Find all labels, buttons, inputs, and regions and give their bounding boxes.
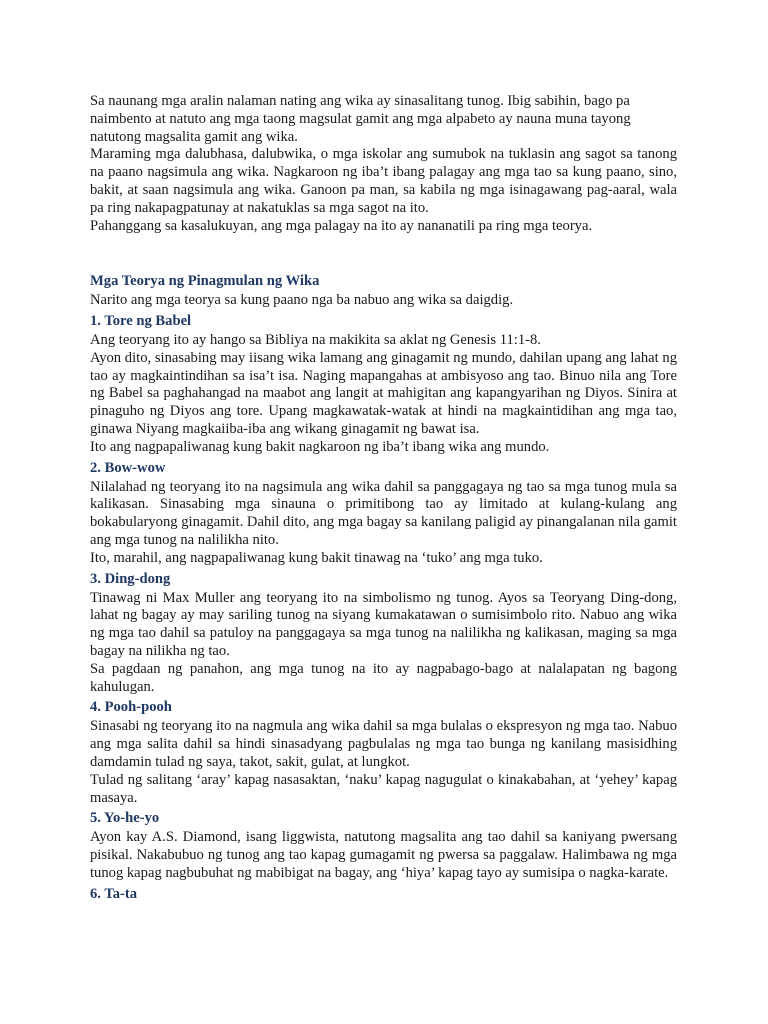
document-page	[90, 93, 677, 905]
intro-paragraph-2: Maraming mga dalubhasa, dalubwika, o mga iskolar ang sumubok na tuklasin ang sagot sa tanong na paano nagsimula ang wika. Nagkaroon ng iba’t ibang palagay ang mga tao sa kung paano, sino, bakit, at saan nagsimula ang wika. Ganoon pa man, sa kabila ng mga isinagawang pag-aaral, wala pa ring nakapagpatunay at nakatuklas sa mga sagot na ito.	[90, 146, 677, 216]
theory-ding-dong	[90, 570, 677, 697]
theory-heading: 6. Ta-ta	[90, 885, 138, 902]
theory-paragraph: Nilalahad ng teoryang ito na nagsimula ang wika dahil sa panggagaya ng tao sa mga tunog mula sa kalikasan. Sinasabing mga sinauna o primitibong tao ay limitado at kulang-kulang ang bokabularyong ginagamit. Dahil dito, ang mga bagay sa kanilang paligid ay pinangalanan nila gamit ang mga tunog na nalilikha nito.	[90, 478, 677, 548]
theory-heading: 3. Ding-dong	[90, 570, 171, 587]
theory-paragraph: Sa pagdaan ng panahon, ang mga tunog na ito ay nagpabago-bago at nalalapatan ng bagong kahulugan.	[90, 660, 677, 695]
theory-paragraph: Ang teoryang ito ay hango sa Bibliya na makikita sa aklat ng Genesis 11:1-8.	[90, 331, 541, 348]
intro-paragraph-1: Sa naunang mga aralin nalaman nating ang wika ay sinasalitang tunog. Ibig sabihin, bago pa naimbento at natuto ang mga taong magsulat gamit ang mga alpabeto ay nauna muna tayong natutong magsalita gamit ang wika.	[90, 93, 631, 145]
theory-heading: 4. Pooh-pooh	[90, 699, 172, 716]
theory-bow-wow	[90, 459, 677, 568]
theory-paragraph: Tinawag ni Max Muller ang teoryang ito na simbolismo ng tunog. Ayos sa Teoryang Ding-dong, lahat ng bagay ay may sariling tunog na siyang kumakatawan o sumisimbolo rito. Nabuo ang wika ng mga tao dahil sa patuloy na panggagaya sa mga tunog na nalilikha ng kalikasan, maging sa mga bagay na nilikha ng tao.	[90, 589, 677, 659]
section-lead: Narito ang mga teorya sa kung paano nga ba nabuo ang wika sa daigdig.	[90, 292, 514, 309]
theory-paragraph: Tulad ng salitang ‘aray’ kapag nasasaktan, ‘naku’ kapag nagugulat o kinakabahan, at ‘yehey’ kapag masaya.	[90, 771, 677, 806]
theory-ta-ta	[90, 885, 677, 904]
intro-section	[90, 93, 677, 235]
theory-paragraph: Ayon kay A.S. Diamond, isang liggwista, natutong magsalita ang tao dahil sa kaniyang pwersang pisikal. Nakabubuo ng tunog ang tao kapag gumagamit ng pwersa sa paggalaw. Halimbawa ng mga tunog kapag nagbubuhat ng mabibigat na bagay, ang ‘hiya’ kapag tayo ay sumisipa o nagka-karate.	[90, 829, 677, 881]
theory-paragraph: Sinasabi ng teoryang ito na nagmula ang wika dahil sa mga bulalas o ekspresyon ng mga tao. Nabuo ang mga salita dahil sa hindi sinasadyang pagbulalas ng mga tao bunga ng kanilang masisidhing damdamin tulad ng saya, takot, sakit, gulat, at lungkot.	[90, 718, 677, 770]
theory-paragraph: Ito, marahil, ang nagpapaliwanag kung bakit tinawag na ‘tuko’ ang mga tuko.	[90, 549, 543, 566]
theory-heading: 5. Yo-he-yo	[90, 810, 160, 827]
section-title: Mga Teorya ng Pinagmulan ng Wika	[90, 273, 320, 290]
theory-paragraph: Ito ang nagpapaliwanag kung bakit nagkaroon ng iba’t ibang wika ang mundo.	[90, 438, 550, 455]
theory-tore-ng-babel	[90, 312, 677, 457]
theory-yo-he-yo	[90, 809, 677, 882]
theory-heading: 1. Tore ng Babel	[90, 312, 192, 329]
theory-paragraph: Ayon dito, sinasabing may iisang wika lamang ang ginagamit ng mundo, dahilan upang ang lahat ng tao ay magkaintindihan sa isa’t isa. Naging mapangahas at ambisyoso ang tao. Binuo nila ang Tore ng Babel sa paghahangad na maabot ang langit at mahigitan ang kapangyarihan ng Diyos. Sinira at pinaguho ng Diyos ang tore. Upang magkawatak-watak at hindi na magkaintidihan ang mga tao, ginawa Niyang magkaiiba-iba ang wikang ginagamit ng bawat isa.	[90, 349, 677, 437]
intro-paragraph-3: Pahanggang sa kasalukuyan, ang mga palagay na ito ay nananatili pa ring mga teorya.	[90, 217, 593, 234]
theory-heading: 2. Bow-wow	[90, 459, 166, 476]
theory-pooh-pooh	[90, 698, 677, 807]
